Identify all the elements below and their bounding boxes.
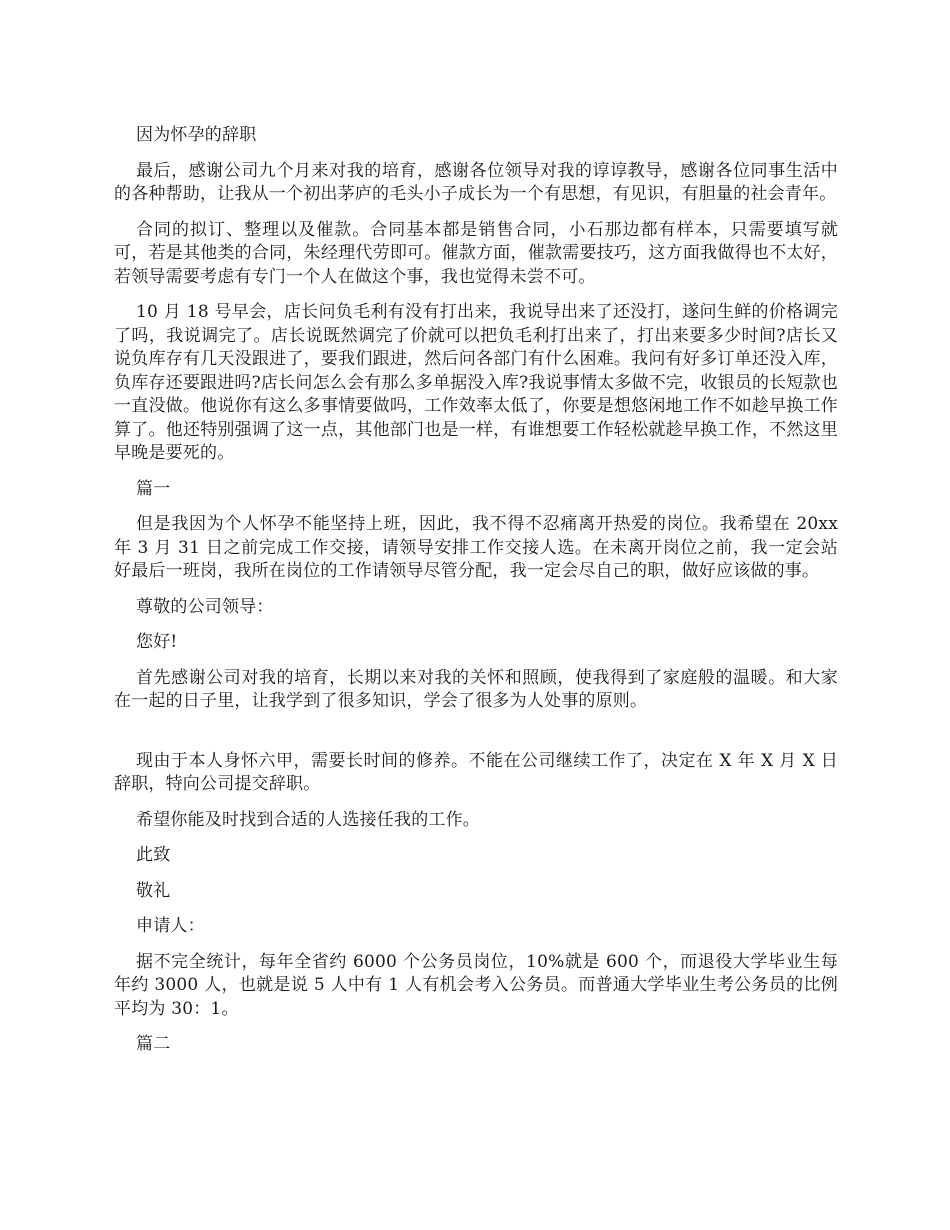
paragraph-successor: 希望你能及时找到合适的人选接任我的工作。 xyxy=(136,809,480,830)
blank-gap xyxy=(114,726,838,750)
paragraph-morning-meeting: 10 月 18 号早会，店长问负毛利有没有打出来，我说导出来了还没打，遂问生鲜的价格调完了吗，我说调完了。店长说既然调完了价就可以把负毛利打出来了，打出来要多少时间?店长又说负库存有几天没跟进了，要我们跟进，然后问各部门有什么困难。我问有好多订单还没入库，负库存还要跟进吗?店长问怎么会有那么多单据没入库?我说事情太多做不完，收银员的长短款也一直没做。他说你有这么多事情要做吗，工作效率太低了，你要是想悠闲地工作不如趁早换工作算了。他还特别强调了这一点，其他部门也是一样，有谁想要工作轻松就趁早换工作，不然这里早晚是要死的。 xyxy=(114,302,838,463)
section-label-part-two: 篇二 xyxy=(136,1034,171,1054)
section-label-part-one: 篇一 xyxy=(136,478,171,499)
paragraph-leave-position: 但是我因为个人怀孕不能坚持上班，因此，我不得不忍痛离开热爱的岗位。我希望在 20xx 年 3 月 31 日之前完成工作交接，请领导安排工作交接人选。在未离开岗位之前，我一定会站好最后一班岗，我所在岗位的工作请领导尽管分配，我一定会尽自己的职，做好应该做的事。 xyxy=(114,514,838,581)
greeting: 您好! xyxy=(136,632,178,652)
paragraph-gratitude: 首先感谢公司对我的培育，长期以来对我的关怀和照顾，使我得到了家庭般的温暖。和大家在一起的日子里，让我学到了很多知识，学会了很多为人处事的原则。 xyxy=(114,667,838,711)
heading-resignation-pregnancy: 因为怀孕的辞职 xyxy=(136,125,257,145)
paragraph-contracts: 合同的拟订、整理以及催款。合同基本都是销售合同，小石那边都有样本，只需要填写就可，若是其他类的合同，朱经理代劳即可。催款方面，催款需要技巧，这方面我做得也不太好，若领导需要考虑有专门一个人在做这个事，我也觉得未尝不可。 xyxy=(114,219,838,287)
closing-cizhi: 此致 xyxy=(136,845,171,865)
paragraph-resignation-date: 现由于本人身怀六甲，需要长时间的修养。不能在公司继续工作了，决定在 X 年 X 月 X 日辞职，特向公司提交辞职。 xyxy=(114,750,838,794)
applicant-label: 申请人： xyxy=(136,916,205,936)
paragraph-statistics: 据不完全统计，每年全省约 6000 个公务员岗位，10%就是 600 个，而退役大学毕业生每年约 3000 人，也就是说 5 人中有 1 人有机会考入公务员。而普通大学毕业生考公务员的比例平均为 30：1。 xyxy=(114,951,838,1019)
closing-jingli: 敬礼 xyxy=(136,880,171,901)
paragraph-thanks: 最后，感谢公司九个月来对我的培育，感谢各位领导对我的谆谆教导，感谢各位同事生活中的各种帮助，让我从一个初出茅庐的毛头小子成长为一个有思想，有见识，有胆量的社会青年。 xyxy=(114,160,838,204)
salutation: 尊敬的公司领导： xyxy=(136,596,274,617)
